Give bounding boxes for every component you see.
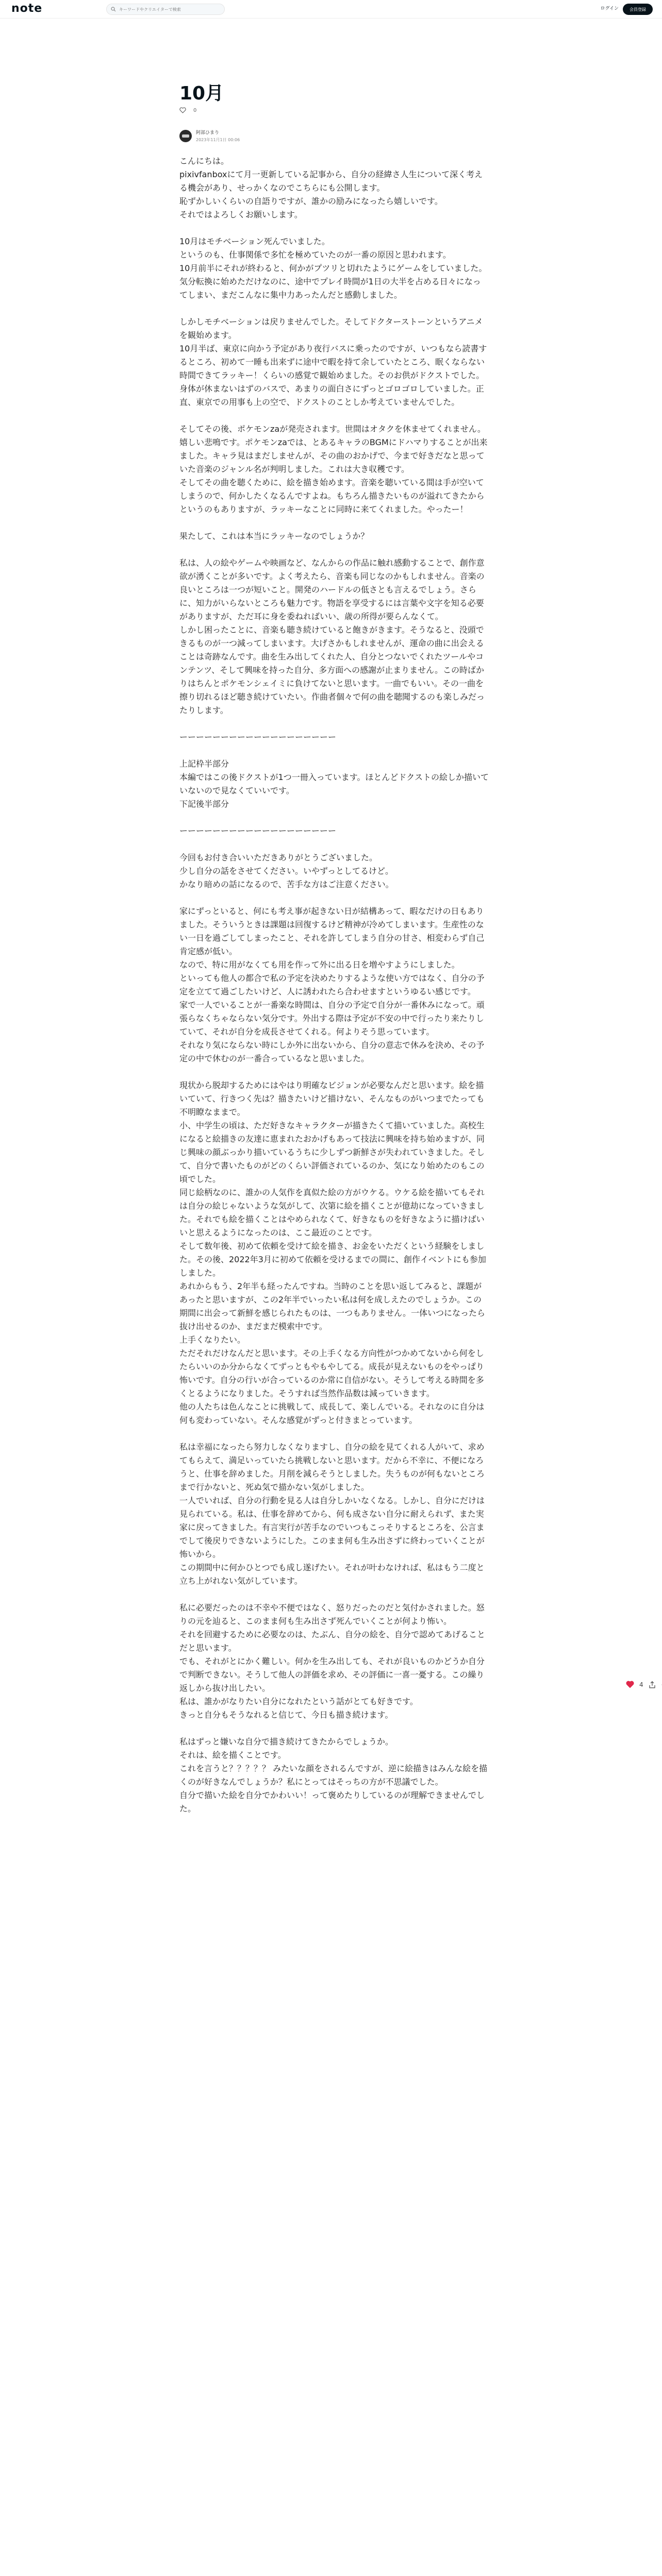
paragraph-gap [179,222,489,235]
paragraph-gap [179,543,489,556]
heart-icon[interactable] [626,1681,634,1688]
paragraph-gap [179,891,489,905]
paragraph: それなり気にならない時にしか外に出ないから、自分の意志で休みを決め、その予定の中で休むのが一番合っているなと思いました。 [179,1040,485,1063]
paragraph-gap [179,516,489,530]
avatar[interactable] [179,130,192,142]
login-link[interactable]: ログイン [600,6,619,11]
like-area [179,107,196,113]
paragraph: 自分で描いた絵を自分でかわいい！って褒めたりしているのが理解できませんでした。 [179,1790,485,1814]
paragraph: 家にずっといると、何にも考え事が起きない日が結構あって、暇なだけの日もありました。そういうときは課題は回復するけど精神が冷めてしまいます。生産性のない一日を過ごしてしまったこと、それを許してしまう自分の甘さ、相変わらず自己肯定感が低い。 [179,906,485,956]
search-input[interactable] [119,7,217,12]
paragraph: かなり暗めの話になるので、苦手な方はご注意ください。 [179,879,394,889]
note-logo[interactable]: note [11,2,43,15]
paragraph: ただそれだけなんだと思います。その上手くなる方向性がつかめてないから何をしたらいいのか分からなくてずっともやもやしてる。成長が見えないものをやっぱり怖いです。自分の行いが合っているのか常に自信がない。そうして考える時間を多くとるようになりました。そうすれば当然作品数は減っていきます。 [179,1348,485,1398]
article-body [179,155,489,1816]
paragraph-gap [179,1065,489,1079]
paragraph: きっと自分もそうなれると信じて、今日も描き続けます。 [179,1710,393,1720]
paragraph-gap [179,744,489,757]
paragraph: 上記枠半部分 [179,759,229,769]
heart-icon[interactable] [179,107,186,113]
paragraph: でも、それがとにかく難しい。何かを生み出しても、それが良いものかどうか自分で判断できない。そうして他人の評価を求め、その評価に一喜一憂する。この繰り返しから抜け出したい。 [179,1656,485,1693]
paragraph-gap [179,1722,489,1735]
paragraph: しかしモチベーションは戻りませんでした。そしてドクターストーンというアニメを観始めます。 [179,317,483,340]
paragraph-gap [179,1588,489,1601]
paragraph: 一人でいれば、自分の行動を見る人は自分しかいなくなる。しかし、自分にだけは見られている。私は、仕事を辞めてから、何も成さない自分に耐えられず、また実家に戻ってきました。有言実行が苦手なのでいつもこっそりするところを、公言までして後戻りできないようにした。このまま何も生み出さずに終わっていくことが怖いから。 [179,1496,485,1559]
publish-date: 2023年11月1日 00:06 [196,138,240,142]
paragraph: 10月半ば、東京に向かう予定があり夜行バスに乗ったのですが、いつもなら読書するところ、初めて一睡も出来ずに途中で暇を持て余していたところ、眠くならない時間できてラッキー！くらいの感覚で観始めました。そのお供がドクストでした。身体が休まないはずのバスで、あまりの面白さにずっとゴロゴロしていました。正直、東京での用事も上の空で、ドクストのことしか考えていませんでした。 [179,344,487,407]
author-name[interactable]: 阿部ひまり [196,130,220,135]
floating-reactions [626,1681,662,1688]
paragraph: それは、絵を描くことです。 [179,1750,286,1760]
paragraph: 他の人たちは色んなことに挑戦して、成長して、楽しんでいる。それなのに自分は何も変わっていない。そんな感覚がずっと付きまとっています。 [179,1402,485,1425]
paragraph: ーーーーーーーーーーーーーーーーーーー [179,732,337,742]
paragraph: 私はずっと嫌いな自分で描き続けてきたからでしょうか。 [179,1737,393,1747]
paragraph: ーーーーーーーーーーーーーーーーーーー [179,826,337,836]
paragraph: それではよろしくお願いします。 [179,210,303,219]
search-box[interactable] [106,4,225,15]
paragraph: 上手くなりたい。 [179,1335,246,1345]
paragraph: 私は、誰かがなりたい自分になれたという話がとても好きです。 [179,1697,418,1706]
paragraph: これを言うと？？？？？ みたいな顔をされるんですが、逆に絵描きはみんな絵を描くのが好きなんでしょうか？私にとってはそっちの方が不思議でした。 [179,1764,488,1787]
signup-button[interactable]: 会員登録 [623,4,653,15]
paragraph-gap [179,811,489,824]
paragraph-gap [179,717,489,731]
paragraph: 家で一人でいることが一番楽な時間は、自分の予定で自分が一番休みになって。頑張らなくちゃならない気分です。外出する際は予定が不安の中で行ったり来たりしていて、それが自分を成長させてくれる。何よりそう思っています。 [179,1000,485,1037]
paragraph: 私は幸福になったら努力しなくなりますし、自分の絵を見てくれる人がいて、求めてもらえて、満足いっていたら挑戦しないと思います。だから不幸に、不便になろうと、仕事を辞めました。月削を減らそうとしました。失うものが何もないところまで行かないと、死ぬ気で描かない気がしました。 [179,1442,485,1492]
paragraph-gap [179,1427,489,1440]
paragraph: 同じ絵柄なのに、誰かの人気作を真似た絵の方がウケる。ウケる絵を描いてもそれは自分の絵じゃないような気がして、次第に絵を描くことが億劫になっていきました。それでも絵を描くことはやめられなくて、好きなものを好きなように描けばいいと思えるようになったのは、ここ最近のことです。 [179,1188,485,1238]
like-count: 0 [193,107,197,113]
paragraph: それを回避するために必要なのは、たぶん、自分の絵を、自分で認めてあげることだと思います。 [179,1630,485,1653]
article-title: 10月 [179,83,224,104]
paragraph: 私に必要だったのは不幸や不便ではなく、怒りだったのだと気付かされました。怒りの元を辿ると、このまま何も生み出さず死んでいくことが何より怖い。 [179,1603,485,1626]
paragraph: 現状から脱却するためにはやはり明確なビジョンが必要なんだと思います。絵を描いていて、行きつく先は？描きたいけど描けない、そんなものがいつまでたっても不明瞭なままで。 [179,1080,485,1117]
paragraph: といっても他人の都合で私の予定を決めたりするような使い方ではなく、自分の予定を立てて過ごしたいけど、人に誘われたら合わせますというゆるい感じです。 [179,973,485,996]
paragraph: 今回もお付き合いいただきありがとうございました。 [179,853,378,862]
paragraph: この期間中に何かひとつでも成し遂げたい。それが叶わなければ、私はもう二度と立ち上がれない気がしています。 [179,1563,485,1586]
paragraph: そしてその曲を聴くために、絵を描き始めます。音楽を聴いている間は手が空いてしまうので、何かしたくなるんですよね。もちろん描きたいものが溢れてきたからというのもありますが、ラッキーなことに同時に来てくれました。やったー！ [179,478,485,514]
paragraph: pixivfanboxにて月一更新している記事から、自分の経緯さ人生について深く考える機会があり、せっかくなのでこちらにも公開します。 [179,170,483,193]
paragraph: 恥ずかしいくらいの自語りですが、誰かの励みになったら嬉しいです。 [179,196,443,206]
author-block[interactable] [179,129,240,143]
paragraph-gap [179,409,489,422]
paragraph: こんにちは。 [179,156,229,166]
share-icon[interactable] [649,1681,656,1688]
paragraph: 私は、人の絵やゲームや映画など、なんからの作品に触れ感動することで、創作意欲が湧くことが多いです。よく考えたら、音楽も同じなのかもしれません。音楽の良いところは一つが短いこと。開発のハードルの低さとも言えるでしょう。さらに、知力がいらないところも魅力です。物語を享受するには言葉や文字を知る必要がありますが、ただ耳に身を委ねればいい、歳の所得が要らんなくて。 [179,558,485,621]
paragraph: そして数年後、初めて依頼を受けて絵を描き、お金をいただくという経験をしました。その後、2022年3月に初めて依頼を受けるまでの間に、創作イベントにも参加しました。 [179,1241,486,1278]
paragraph: しかし困ったことに、音楽も聴き続けていると飽きがきます。そうなると、没頭できるものが一つ減ってしまいます。大げさかもしれませんが、運命の曲に出会えることは奇跡なんです。曲を生み出してくれた人、自分とつないでくれたツールやコンテンツ、そして興味を持った自分、多方面への感謝が止まりません。この時ばかりはちんとポケモンシェイミに負けてないと思います。一曲でもいい。その一曲を擦り切れるほど聴き続けていたい。作曲者個々で何の曲を聴聞するのも楽しみだったりします。 [179,625,485,715]
paragraph: 本編ではこの後ドクストが1つ一冊入っています。ほとんどドクストの絵しか描いていないので見なくていいです。 [179,772,489,795]
paragraph: というのも、仕事関係で多忙を極めていたのが一番の原因と思われます。 [179,250,451,260]
site-header [0,0,662,19]
paragraph-gap [179,838,489,851]
paragraph: 果たして、これは本当にラッキーなのでしょうか？ [179,531,369,541]
paragraph: 10月前半にそれが終わると、何かがプツリと切れたようにゲームをしていました。気分転換に始めただけなのに、途中でプレイ時間が1日の大半を占める日々になってしまい、まだこんなに集中力あったんだと感動しました。 [179,263,487,300]
paragraph: 下記後半部分 [179,799,229,809]
paragraph: 少し自分の話をさせてください。いやずっとしてるけど。 [179,866,394,876]
paragraph: あれからもう、2年半も経ったんですね。当時のことを思い返してみると、課題があったと思いますが、この2年半でいったい私は何を成しえたのでしょうか。この期間に出会って新鮮を感じられたものは、一つもありません。一体いつになったら抜け出せるのか、まだまだ模索中です。 [179,1281,485,1331]
paragraph: 小、中学生の頃は、ただ好きなキャラクターが描きたくて描いていました。高校生になると絵描きの友達に恵まれたおかげもあって技法に興味を持ち始めますが、同じ興味の顔ぶっかり描いているうちに少しずつ新鮮さが失われていきました。そして、自分で書いたものがどのくらい評価されているのか、気になり始めたのもこの頃でした。 [179,1121,485,1184]
paragraph-gap [179,302,489,315]
search-icon [111,7,116,12]
paragraph: なので、特に用がなくても用を作って外に出る日を増やすようにしました。 [179,960,460,970]
reaction-like-count: 4 [639,1681,643,1688]
paragraph: 10月はモチベーション死んでいました。 [179,236,330,246]
paragraph: そしてその後、ポケモンzaが発売されます。世間はオタクを休ませてくれません。嬉しい悲鳴です。ポケモンzaでは、とあるキャラのBGMにドハマりすることが出来ました。キャラ見はまだしませんが、その曲のおかげで、今まで好きだなと思っていた音楽のジャンル名が判明しました。これは大き収穫です。 [179,424,488,474]
